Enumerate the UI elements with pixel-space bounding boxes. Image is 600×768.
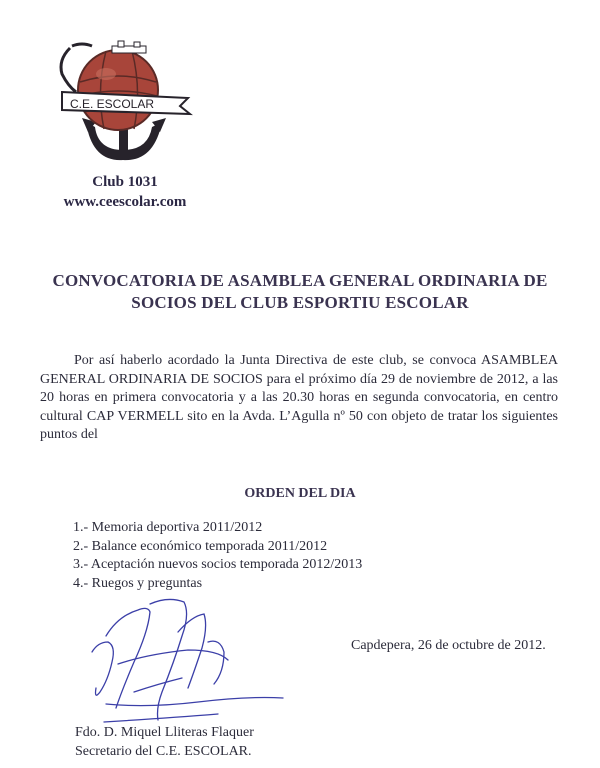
agenda-item: 4.- Ruegos y preguntas: [73, 575, 203, 591]
club-logo: [48, 34, 198, 169]
building-icon: [112, 41, 146, 53]
club-website: www.ceescolar.com: [63, 194, 187, 210]
signer-name: Fdo. D. Miquel Lliteras Flaquer: [75, 725, 254, 740]
ball-icon: [78, 50, 158, 130]
body-paragraph: Por así haberlo acordado la Junta Directiva de este club, se convoca ASAMBLEA GENERAL ORDINARIA DE SOCIOS para el próximo día 29 de noviembre de 2012, a las 20 horas en primera convocatoria y a las 20.30 horas en segunda convocatoria, en centro cultural CAP VERMELL sito en la Avda. L’Agulla nº 50 con objeto de tratar los siguientes puntos del: [40, 353, 558, 442]
document-title-line1: CONVOCATORIA DE ASAMBLEA GENERAL ORDINARIA DE: [52, 271, 548, 290]
place-date: Capdepera, 26 de octubre de 2012.: [351, 638, 546, 653]
agenda-item: 3.- Aceptación nuevos socios temporada 2012/2013: [73, 557, 363, 573]
logo-text: C.E. ESCOLAR: [70, 97, 155, 111]
signer-role: Secretario del C.E. ESCOLAR.: [75, 744, 252, 759]
agenda-title: ORDEN DEL DIA: [244, 486, 356, 501]
agenda-item: 2.- Balance económico temporada 2011/2012: [73, 538, 328, 554]
document-title-line2: SOCIOS DEL CLUB ESPORTIU ESCOLAR: [131, 293, 469, 312]
signature-icon: [78, 592, 298, 742]
agenda-list: [73, 519, 362, 593]
agenda-item: 1.- Memoria deportiva 2011/2012: [73, 520, 263, 535]
convocation-body: [40, 352, 558, 445]
club-name: Club 1031: [92, 174, 158, 190]
